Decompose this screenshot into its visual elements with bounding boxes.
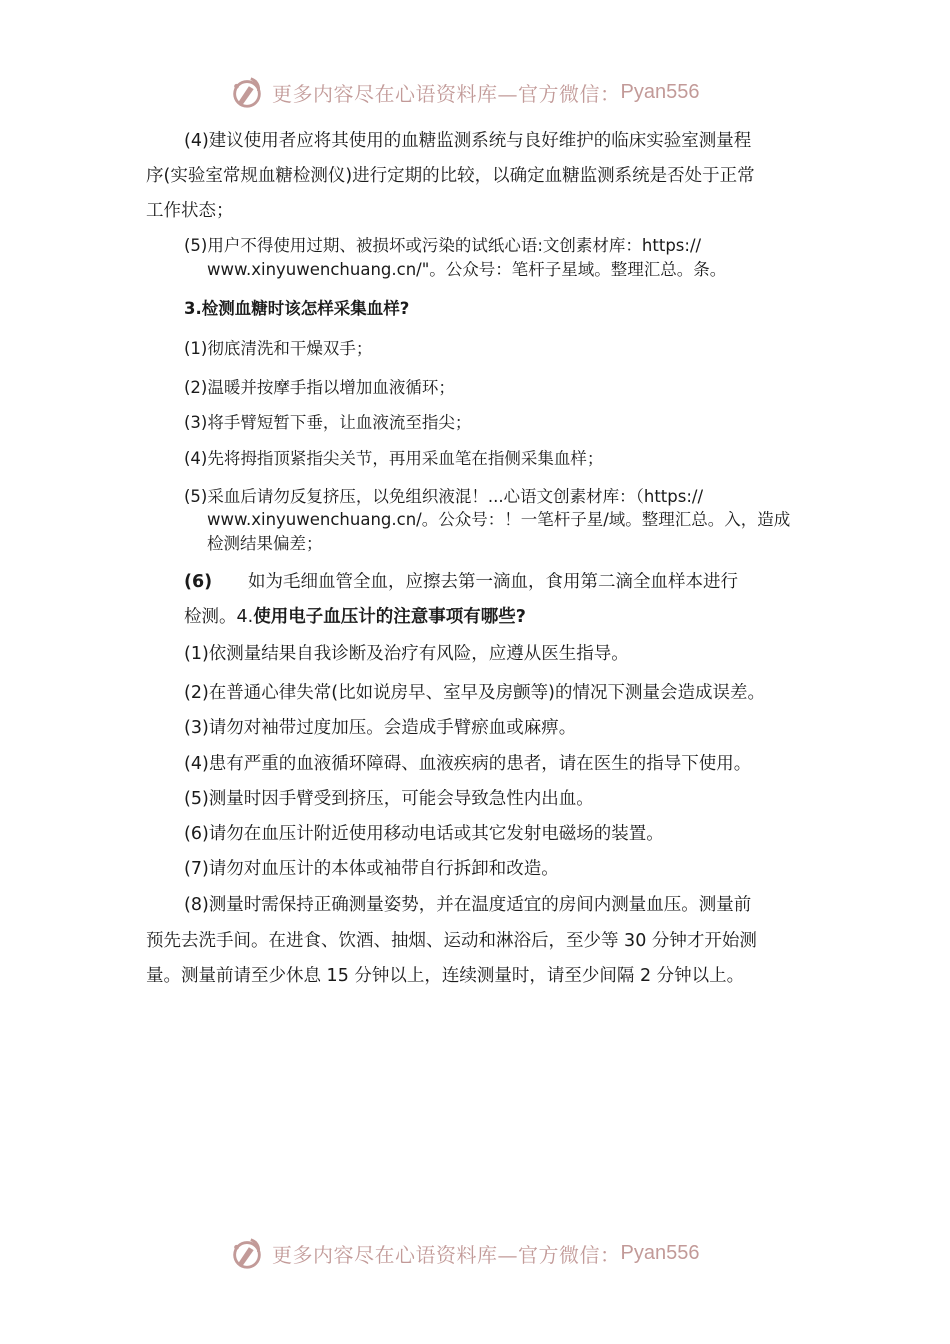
header-watermark [228,72,699,112]
step-3: (3)将手臂短暂下垂，让血液流至指尖； [184,413,472,432]
note-8-line-2: 预先去洗手间。在进食、饮酒、抽烟、运动和淋浴后，至少等 30 分钟才开始测 [146,931,757,951]
paragraph-5-line-2: www.xinyuwenchuang.cn/"。公众号：笔杆子星域。整理汇总。条。 [207,260,727,279]
step-1: (1)彻底清洗和干燥双手； [184,339,373,358]
step-5-line-3: 检测结果偏差； [207,534,323,553]
logo-icon [228,73,266,111]
note-2: (2)在普通心律失常(比如说房早、室早及房颤等)的情况下测量会造成误差。 [184,683,765,703]
paragraph-5-line-1: (5)用户不得使用过期、被损坏或污染的试纸心语:文创素材库：https:// [184,236,702,255]
note-3: (3)请勿对袖带过度加压。会造成手臂瘀血或麻痹。 [184,718,577,738]
step-6-line-2 [184,605,526,629]
step-6-line-1: 如为毛细血管全血，应擦去第一滴血，食用第二滴全血样本进行 [248,572,738,592]
footer-watermark [228,1233,699,1273]
paragraph-4-line-3: 工作状态； [146,201,234,221]
note-5: (5)测量时因手臂受到挤压，可能会导致急性内出血。 [184,789,594,809]
paragraph-4-line-2: 序(实验室常规血糖检测仪)进行定期的比较，以确定血糖监测系统是否处于正常 [146,166,755,186]
watermark-text: 更多内容尽在心语资料库—官方微信： [272,81,621,106]
note-4: (4)患有严重的血液循环障碍、血液疾病的患者，请在医生的指导下使用。 [184,754,752,774]
step-5-line-1: (5)采血后请勿反复挤压，以免组织液混！...心语文创素材库：（https:// [184,487,704,506]
section-3-heading: 3.检测血糖时该怎样采集血样? [184,299,410,318]
note-8-line-1: (8)测量时需保持正确测量姿势，并在温度适宜的房间内测量血压。测量前 [184,895,752,915]
note-8-line-3: 量。测量前请至少休息 15 分钟以上，连续测量时，请至少间隔 2 分钟以上。 [146,966,745,986]
step-6-number: (6) [184,572,213,592]
step-4: (4)先将拇指顶紧指尖关节，再用采血笔在指侧采集血样； [184,449,604,468]
section-4-heading: 使用电子血压计的注意事项有哪些? [253,607,526,627]
paragraph-4-line-1: (4)建议使用者应将其使用的血糖监测系统与良好维护的临床实验室测量程 [184,131,752,151]
step-5-line-2: www.xinyuwenchuang.cn/。公众号：！一笔杆子星/域。整理汇总。入，造成 [207,510,791,529]
step-2: (2)温暖并按摩手指以增加血液循环； [184,378,455,397]
logo-icon [228,1234,266,1272]
note-7: (7)请勿对血压计的本体或袖带自行拆卸和改造。 [184,859,559,879]
watermark-wechat-id: Pyan556 [620,80,700,103]
watermark-wechat-id: Pyan556 [620,1241,700,1264]
note-6: (6)请勿在血压计附近使用移动电话或其它发射电磁场的装置。 [184,824,664,844]
step-6-line-2-text: 检测。4. [184,607,254,627]
watermark-text: 更多内容尽在心语资料库—官方微信： [272,1242,621,1267]
note-1: (1)依测量结果自我诊断及治疗有风险，应遵从医生指导。 [184,644,629,664]
